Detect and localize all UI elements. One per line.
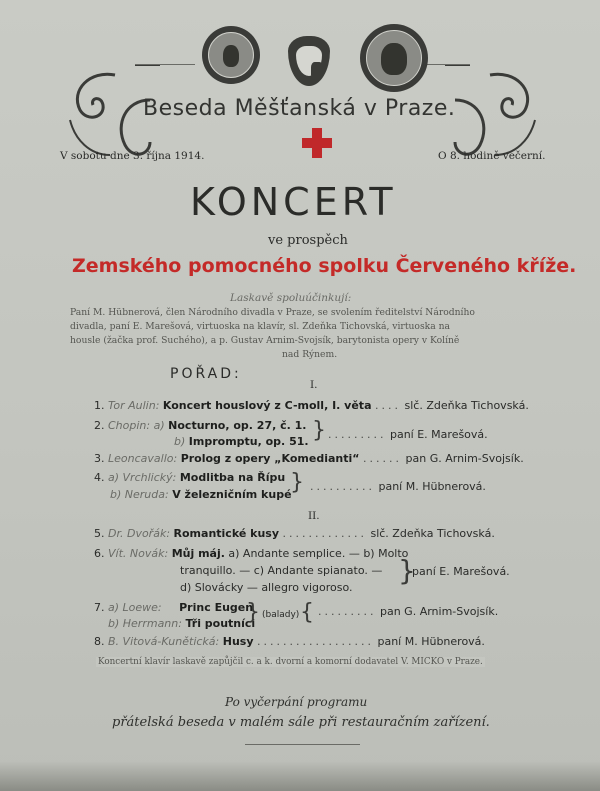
after-program-line-1: Po vyčerpání programu: [225, 695, 368, 709]
program-item-7-a: 7. a) Loewe: Princ Eugen: [94, 601, 254, 614]
cooperation-line-3: housle (žačka prof. Suchého), a p. Gustav Arnim-Svojsík, barytonista opery v Kolíně: [70, 335, 460, 346]
cooperation-heading: Laskavě spoluúčinkují:: [230, 292, 352, 304]
after-program-line-2: přátelská beseda v malém sále při restauračním zařízení.: [112, 715, 490, 730]
program-part-1: I.: [310, 379, 318, 391]
beneficiary: Zemského pomocného spolku Červeného kříže.: [72, 255, 577, 277]
program-item-6-line-3: d) Slovácky — allegro vigoroso.: [180, 581, 353, 594]
time-right: O 8. hodině večerní.: [438, 150, 546, 162]
footer-rule-bottom: [245, 744, 360, 745]
program-item-7-b: b) Herrmann: Tři poutníci: [108, 617, 256, 630]
date-left: V sobotu dne 3. října 1914.: [60, 150, 205, 162]
concert-title: KONCERT: [190, 180, 397, 224]
red-cross-icon-bar: [302, 138, 332, 148]
program-heading: POŘAD:: [170, 366, 242, 382]
society-title: Beseda Měšťanská v Praze.: [143, 96, 456, 121]
program-item-6-performer: paní E. Marešová.: [412, 565, 510, 578]
brace-icon-2: {: [300, 600, 314, 625]
program-item-7-note: (balady): [262, 610, 300, 620]
cooperation-line-1: Paní M. Hübnerová, člen Národního divadla v Praze, se svolením ředitelství Národního: [70, 307, 475, 318]
program-item-6-line-1: 6. Vít. Novák: Můj máj. a) Andante semplice. — b) Molto: [94, 547, 409, 560]
program-item-2-a: 2. Chopin: a) Nocturno, op. 27, č. 1.: [94, 419, 307, 432]
program-item-8: 8. B. Vitová-Kunětická: Husy .................. paní M. Hübnerová.: [94, 635, 485, 648]
program-item-2-b: b) Impromptu, op. 51.: [174, 435, 309, 448]
medal-right-icon: [360, 24, 428, 92]
brace-icon: }: [290, 470, 304, 495]
brace-icon: }: [312, 418, 326, 443]
brace-icon: }: [398, 554, 416, 587]
cooperation-line-2: divadla, paní E. Marešová, virtuoska na klavír, sl. Zdeňka Tichovská, virtuoska na: [70, 321, 451, 332]
program-item-1: 1. Tor Aulin: Koncert houslový z C-moll, I. věta .... slč. Zdeňka Tichovská.: [94, 399, 529, 412]
program-item-4-performer: .......... paní M. Hübnerová.: [310, 480, 486, 493]
brace-icon: }: [246, 600, 260, 625]
cooperation-line-4: nad Rýnem.: [282, 349, 338, 360]
piano-note: Koncertní klavír laskavě zapůjčil c. a k. dvorní a komorní dodavatel V. MICKO v Praze.: [98, 657, 483, 667]
program-part-2: II.: [308, 510, 320, 522]
program-item-7-performer: ......... pan G. Arnim-Svojsík.: [318, 605, 499, 618]
program-item-6-line-2: tranquillo. — c) Andante spianato. —: [180, 564, 383, 577]
program-item-4-a: 4. a) Vrchlický: Modlitba na Řípu: [94, 471, 286, 484]
concert-subtitle: ve prospěch: [268, 233, 348, 248]
program-item-4-b: b) Neruda: V železničním kupé: [110, 488, 292, 501]
program-item-5: 5. Dr. Dvořák: Romantické kusy ............. slč. Zdeňka Tichovská.: [94, 527, 495, 540]
header-rule-left: [135, 64, 195, 65]
medal-left-icon: [202, 26, 260, 84]
program-item-2-performer: ......... paní E. Marešová.: [328, 428, 488, 441]
coat-of-arms-icon: [288, 36, 330, 86]
program-item-3: 3. Leoncavallo: Prolog z opery „Komedianti“ ...... pan G. Arnim-Svojsík.: [94, 452, 524, 465]
